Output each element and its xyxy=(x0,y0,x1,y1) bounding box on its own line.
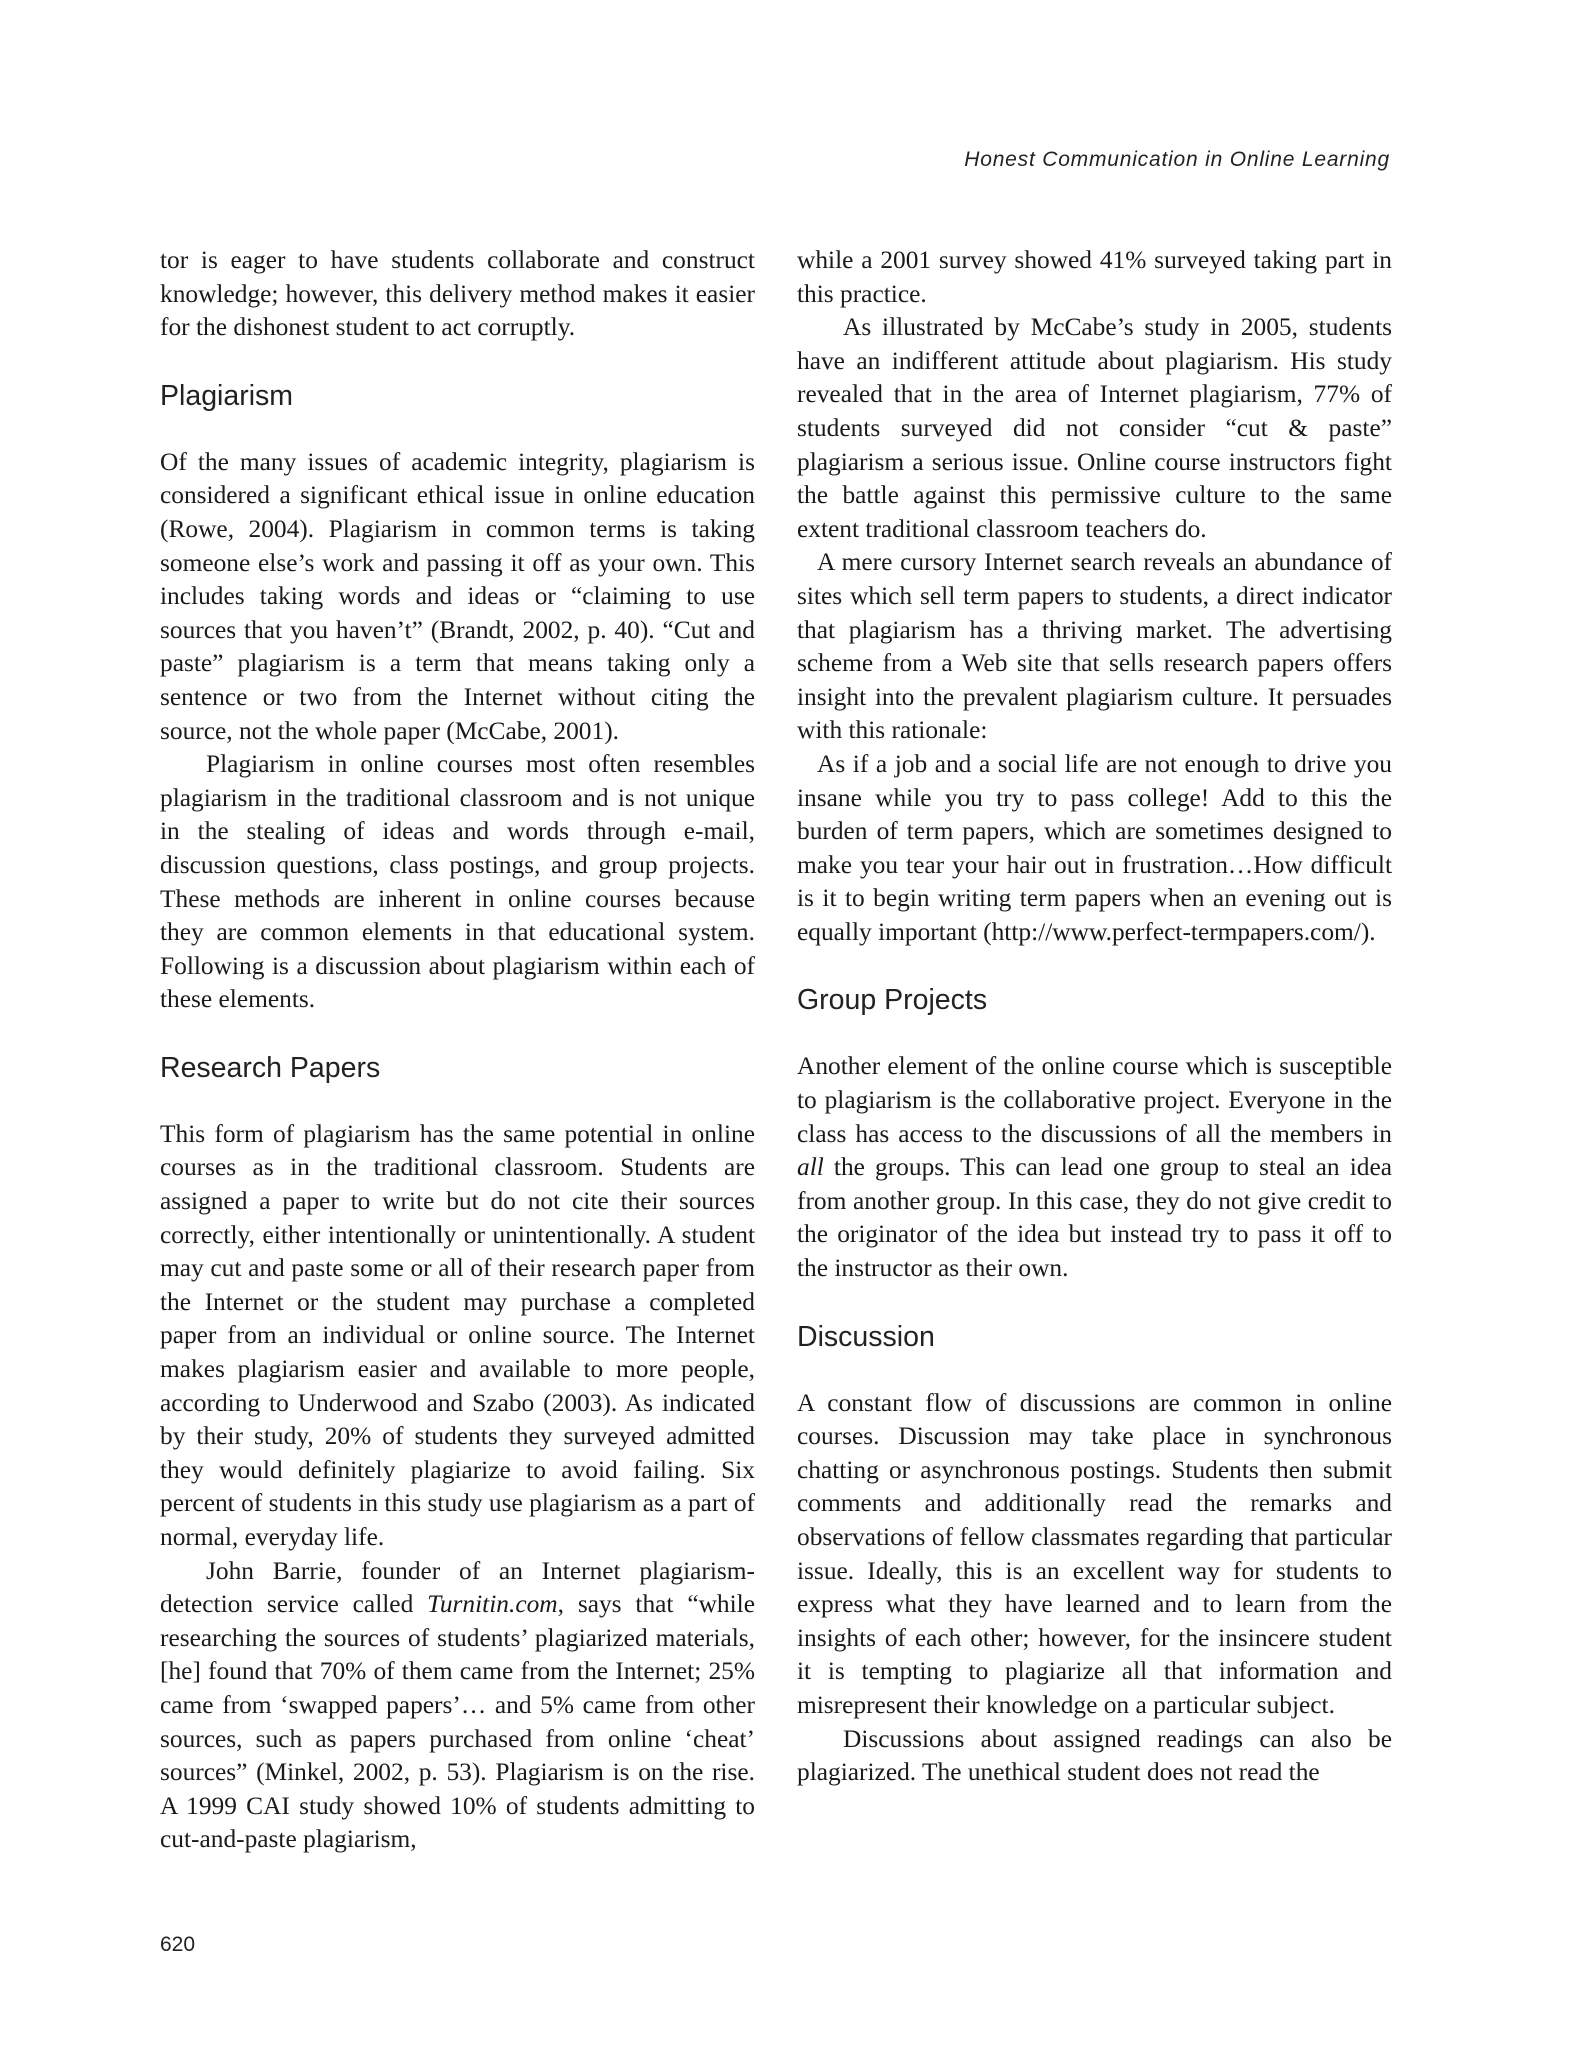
paragraph-research-papers: This form of plagiarism has the same potential in online courses as in the traditional classroom. Students are assigned a paper to write but do not cite their sources correctly, either intentionally or unintentionally. A student may cut and paste some or all of their research paper from the Internet or the student may purchase a completed paper from an individual or online source. The Internet makes plagiarism easier and available to more people, according to Underwood and Szabo (2003). As indicated by their study, 20% of students they surveyed admitted they would definitely plagiarize to avoid failing. Six percent of students in this study use plagiarism as a part of normal, everyday life. xyxy=(160,1119,755,1551)
emphasis-turnitin: Turnitin.com xyxy=(427,1590,558,1619)
paragraph-john-barrie xyxy=(160,1555,755,1857)
text-span: Another element of the online course which is susceptible to plagiarism is the collaborative project. Everyone in the class has access to the discussions of all the members in xyxy=(797,1052,1392,1148)
page-number: 620 xyxy=(160,1933,196,1956)
section-heading-group-projects: Group Projects xyxy=(797,984,988,1017)
paragraph-discussion-flow: A constant flow of discussions are common in online courses. Discussion may take place in synchronous chatting or asynchronous postings. Students then submit comments and additionally read the remarks and observations of fellow classmates regarding that particular issue. Ideally, this is an excellent way for students to express what they have learned and to learn from the insights of each other; however, for the insincere student it is tempting to plagiarize all that information and misrepresent their knowledge on a particular subject. xyxy=(797,1388,1392,1719)
paragraph-group-projects xyxy=(797,1050,1392,1285)
paragraph-plagiarism-online: Plagiarism in online courses most often resembles plagiarism in the traditional classroom and is not unique in the stealing of ideas and words through e-mail, discussion questions, class postings, and group projects. These methods are inherent in online courses because they are common elements in that educational system. Following is a discussion about plagiarism within each of these elements. xyxy=(160,750,755,1014)
paragraph-cursory-search: A mere cursory Internet search reveals an abundance of sites which sell term papers to students, a direct indicator that plagiarism has a thriving market. The advertising scheme from a Web site that sells research papers offers insight into the prevalent plagiarism culture. It persuades with this rationale: xyxy=(797,548,1392,745)
right-column xyxy=(797,244,1392,1790)
emphasis-all: all xyxy=(797,1153,824,1182)
running-head: Honest Communication in Online Learning xyxy=(964,148,1390,171)
paragraph-survey-continuation: while a 2001 survey showed 41% surveyed taking part in this practice. xyxy=(797,246,1392,308)
paragraph-intro: tor is eager to have students collaborate and construct knowledge; however, this delivery method makes it easier for the dishonest student to act corruptly. xyxy=(160,246,755,342)
text-span: John Barrie, founder of an Internet plagiarism-detection service called xyxy=(160,1556,755,1619)
section-heading-plagiarism: Plagiarism xyxy=(160,379,294,412)
section-heading-research-papers: Research Papers xyxy=(160,1051,381,1084)
left-column xyxy=(160,244,755,1857)
paragraph-assigned-readings: Discussions about assigned readings can also be plagiarized. The unethical student does not read the xyxy=(797,1724,1392,1787)
text-span: the groups. This can lead one group to steal an idea from another group. In this case, they do not give credit to the originator of the idea but instead try to pass it off to the instructor as their own. xyxy=(797,1153,1392,1283)
paragraph-mccabe-study: As illustrated by McCabe’s study in 2005, students have an indifferent attitude about plagiarism. His study revealed that in the area of Internet plagiarism, 77% of students surveyed did not consider “cut & paste” plagiarism a serious issue. Online course instructors fight the battle against this permissive culture to the same extent traditional classroom teachers do. xyxy=(797,313,1392,543)
block-quote-term-papers: As if a job and a social life are not enough to drive you insane while you try to pass college! Add to this the burden of term papers, which are sometimes designed to make you tear your hair out in frustration…How difficult is it to begin writing term papers when an evening out is equally important (http://www.perfect-termpapers.com/). xyxy=(797,749,1392,946)
section-heading-discussion: Discussion xyxy=(797,1320,935,1353)
paragraph-plagiarism-definition: Of the many issues of academic integrity, plagiarism is considered a significant ethical issue in online education (Rowe, 2004). Plagiarism in common terms is taking someone else’s work and passing it off as your own. This includes taking words and ideas or “claiming to use sources that you haven’t” (Brandt, 2002, p. 40). “Cut and paste” plagiarism is a term that means taking only a sentence or two from the Internet without citing the source, not the whole paper (McCabe, 2001). xyxy=(160,447,755,745)
text-span: , says that “while researching the sources of students’ plagiarized materials, [he] found that 70% of them came from the Internet; 25% came from ‘swapped papers’… and 5% came from other sources, such as papers purchased from online ‘cheat’ sources” (Minkel, 2002, p. 53). Plagiarism is on the rise. A 1999 CAI study showed 10% of students admitting to cut-and-paste plagiarism, xyxy=(160,1590,756,1854)
